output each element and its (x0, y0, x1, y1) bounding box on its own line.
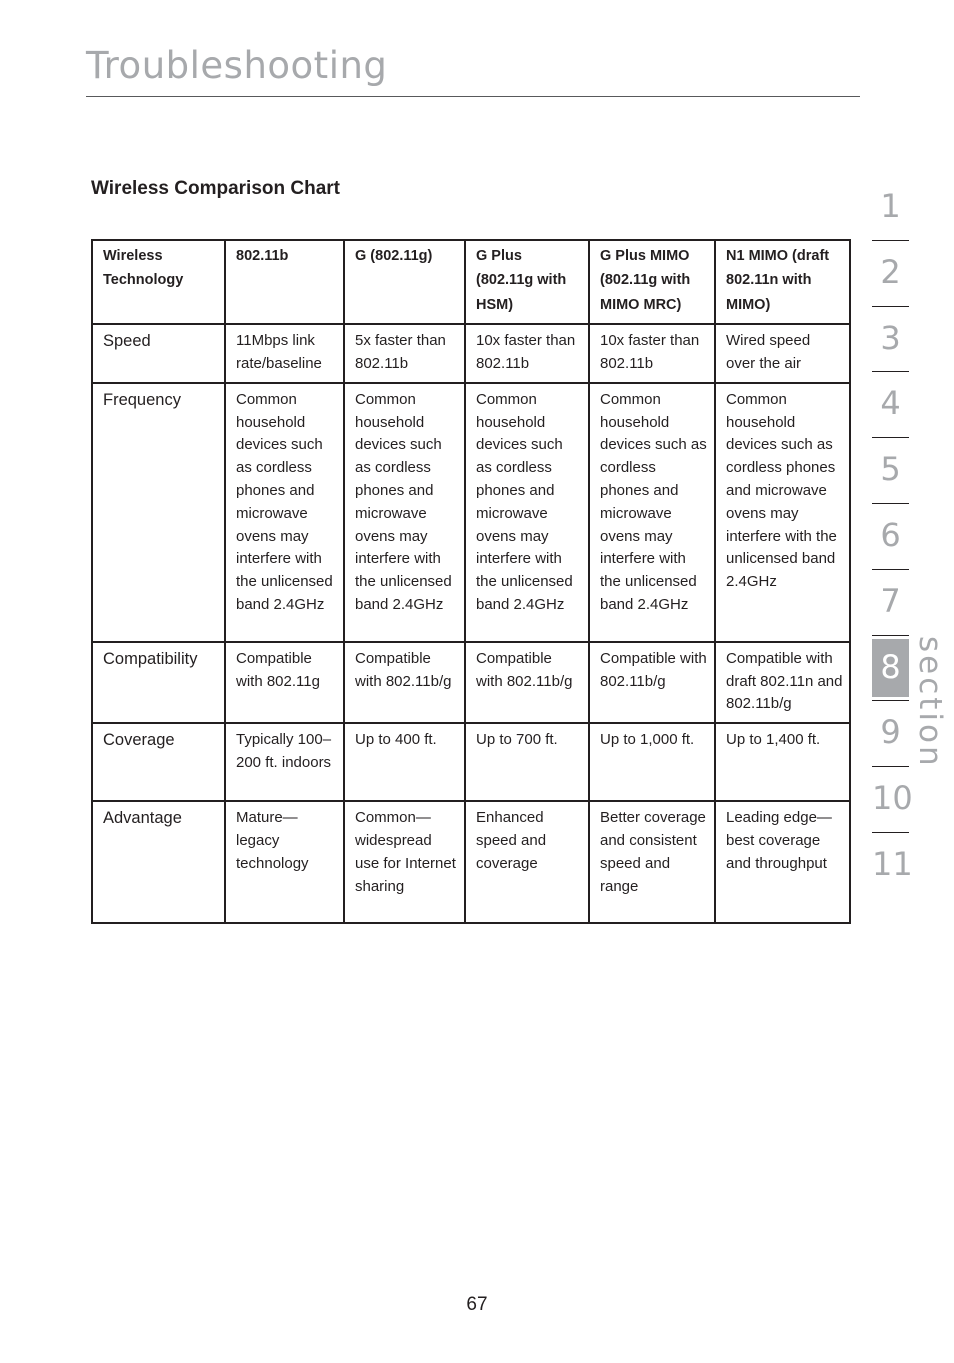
table-cell: Up to 700 ft. (465, 723, 589, 801)
table-cell: Typically 100–200 ft. indoors (225, 723, 344, 801)
section-divider (872, 766, 909, 767)
section-tab-9[interactable] (872, 702, 909, 768)
column-header: N1 MIMO (draft 802.11n with MIMO) (715, 240, 850, 324)
section-divider (872, 503, 909, 504)
row-label: Advantage (92, 801, 225, 923)
page-number: 67 (466, 1294, 488, 1315)
table-cell: Better coverage and consistent speed and range (589, 801, 715, 923)
section-number: 8 (880, 647, 901, 686)
table-row (92, 324, 850, 383)
section-divider (872, 371, 909, 372)
table-cell: Common household devices such as cordless phones and microwave ovens may interfere with the unlicensed band 2.4GHz (344, 383, 465, 642)
column-header: G Plus (802.11g with HSM) (465, 240, 589, 324)
section-number: 11 (872, 844, 913, 883)
table-cell: Compatible with 802.11b/g (344, 642, 465, 723)
table-cell: Compatible with 802.11b/g (589, 642, 715, 723)
table-cell: Compatible with 802.11b/g (465, 642, 589, 723)
section-tab-2[interactable] (872, 242, 909, 308)
table-cell: 5x faster than 802.11b (344, 324, 465, 383)
table-cell: Up to 1,000 ft. (589, 723, 715, 801)
section-divider (872, 832, 909, 833)
table-cell: Common household devices such as cordless phones and microwave ovens may interfere with the unlicensed band 2.4GHz (465, 383, 589, 642)
table-cell: Mature—legacy technology (225, 801, 344, 923)
table-cell: Compatible with draft 802.11n and 802.11b/g (715, 642, 850, 723)
section-number: 5 (880, 450, 901, 489)
section-divider (872, 635, 909, 636)
section-number: 2 (880, 252, 901, 291)
table-row (92, 723, 850, 801)
table-cell: Up to 400 ft. (344, 723, 465, 801)
section-divider (872, 569, 909, 570)
table-cell: Common household devices such as cordless phones and microwave ovens may interfere with the unlicensed band 2.4GHz (225, 383, 344, 642)
section-number: 6 (880, 515, 901, 554)
section-tab-11[interactable] (872, 834, 913, 900)
table-cell: Compatible with 802.11g (225, 642, 344, 723)
section-number: 7 (880, 581, 901, 620)
table-cell: 10x faster than 802.11b (589, 324, 715, 383)
section-tab-3[interactable] (872, 308, 909, 374)
section-divider (872, 306, 909, 307)
column-header: Wireless Technology (92, 240, 225, 324)
title-divider (86, 96, 860, 97)
table-cell: 11Mbps link rate/baseline (225, 324, 344, 383)
row-label: Compatibility (92, 642, 225, 723)
section-number: 10 (872, 779, 913, 818)
table-cell: 10x faster than 802.11b (465, 324, 589, 383)
section-nav (872, 176, 913, 900)
table-cell: Common household devices such as cordless phones and microwave ovens may interfere with the unlicensed band 2.4GHz (715, 383, 850, 642)
table-row (92, 642, 850, 723)
table-cell: Enhanced speed and coverage (465, 801, 589, 923)
section-number: 4 (880, 384, 901, 423)
column-header: 802.11b (225, 240, 344, 324)
section-number: 9 (880, 713, 901, 752)
chart-heading: Wireless Comparison Chart (91, 178, 341, 199)
section-tab-4[interactable] (872, 373, 909, 439)
column-header: G (802.11g) (344, 240, 465, 324)
section-tab-10[interactable] (872, 768, 913, 834)
table-row (92, 801, 850, 923)
row-label: Coverage (92, 723, 225, 801)
table-header-row (92, 240, 850, 324)
table-cell: Up to 1,400 ft. (715, 723, 850, 801)
section-tab-1[interactable] (872, 176, 909, 242)
page-title: Troubleshooting (86, 44, 388, 87)
section-divider (872, 240, 909, 241)
section-tab-5[interactable] (872, 439, 909, 505)
row-label: Speed (92, 324, 225, 383)
table-cell: Common—widespread use for Internet sharing (344, 801, 465, 923)
comparison-table (91, 239, 851, 924)
row-label: Frequency (92, 383, 225, 642)
section-tab-7[interactable] (872, 571, 909, 637)
section-label: section (912, 636, 948, 769)
table-cell: Common household devices such as cordless phones and microwave ovens may interfere with the unlicensed band 2.4GHz (589, 383, 715, 642)
section-divider (872, 437, 909, 438)
section-number: 3 (880, 318, 901, 357)
table-cell: Wired speed over the air (715, 324, 850, 383)
table-cell: Leading edge—best coverage and throughput (715, 801, 850, 923)
section-tab-8-active[interactable] (872, 637, 909, 703)
table-row (92, 383, 850, 642)
column-header: G Plus MIMO (802.11g with MIMO MRC) (589, 240, 715, 324)
section-tab-6[interactable] (872, 505, 909, 571)
section-number: 1 (880, 187, 901, 225)
section-divider (872, 700, 909, 701)
